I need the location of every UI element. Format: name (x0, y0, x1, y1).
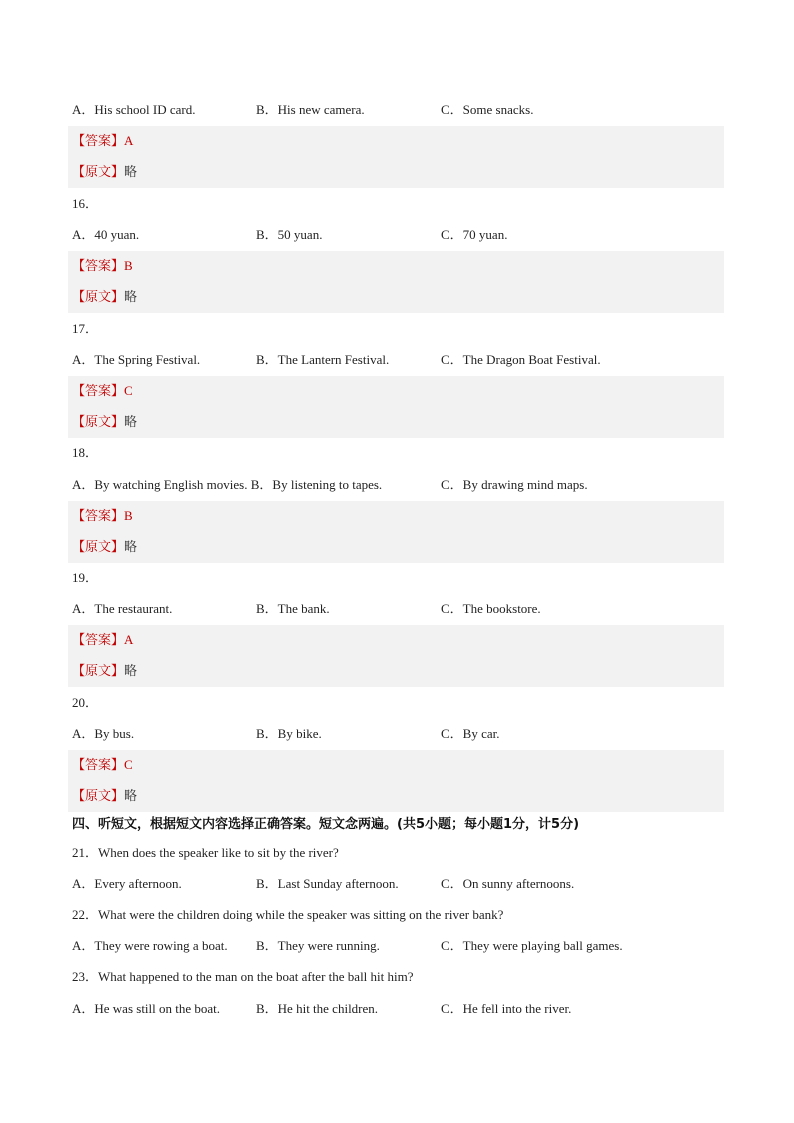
q17-transcript (72, 412, 137, 432)
answer-value: C (124, 757, 133, 772)
text-tag: 【原文】 (72, 789, 125, 804)
answer-value: C (124, 383, 133, 398)
q20-option-b: B．By bike. (256, 726, 322, 741)
q23-option-c: C．He fell into the river. (441, 1001, 572, 1016)
q23-option-b: B．He hit the children. (256, 1001, 379, 1016)
answer-tag: 【答案】 (72, 633, 125, 648)
q19-number: 19． (72, 570, 99, 585)
q16-options (72, 225, 724, 245)
q18-option-c: C．By drawing mind maps. (441, 477, 588, 492)
omitted-text: 略 (124, 540, 138, 555)
answer-value: B (124, 508, 133, 523)
q19-option-a: A．The restaurant. (72, 601, 173, 616)
answer-tag: 【答案】 (72, 758, 125, 773)
q16-transcript (72, 287, 137, 307)
q15-answer-box (68, 126, 724, 188)
q22-option-c: C．They were playing ball games. (441, 938, 623, 953)
q20-transcript (72, 786, 137, 806)
q21-option-b: B．Last Sunday afternoon. (256, 876, 399, 891)
q19-answer-box (68, 625, 724, 687)
q21-options (72, 874, 724, 894)
text-tag: 【原文】 (72, 415, 125, 430)
omitted-text: 略 (124, 789, 138, 804)
q17-option-a: A．The Spring Festival. (72, 352, 201, 367)
q20-option-c: C．By car. (441, 726, 500, 741)
q16-answer (72, 256, 133, 276)
q23-option-a: A．He was still on the boat. (72, 1001, 221, 1016)
q15-options (72, 100, 724, 120)
q17-answer-box (68, 376, 724, 438)
q15-transcript (72, 162, 137, 182)
text-tag: 【原文】 (72, 664, 125, 679)
q20-answer-box (68, 750, 724, 812)
q19-transcript (72, 661, 137, 681)
answer-tag: 【答案】 (72, 384, 125, 399)
q16-answer-box (68, 251, 724, 313)
answer-value: A (124, 133, 134, 148)
q17-option-b: B．The Lantern Festival. (256, 352, 390, 367)
q22-question: 22．What were the children doing while the speaker was sitting on the river bank? (72, 907, 504, 922)
text-tag: 【原文】 (72, 290, 125, 305)
q16-option-c: C．70 yuan. (441, 227, 508, 242)
q16-option-a: A．40 yuan. (72, 227, 140, 242)
q22-options (72, 936, 724, 956)
q16-number: 16． (72, 196, 99, 211)
q17-answer (72, 381, 133, 401)
answer-tag: 【答案】 (72, 509, 125, 524)
q20-number: 20． (72, 695, 99, 710)
q15-option-b: B．His new camera. (256, 102, 365, 117)
q17-option-c: C．The Dragon Boat Festival. (441, 352, 601, 367)
q16-option-b: B．50 yuan. (256, 227, 323, 242)
q18-answer (72, 506, 133, 526)
q15-answer (72, 131, 133, 151)
omitted-text: 略 (124, 664, 138, 679)
answer-tag: 【答案】 (72, 259, 125, 274)
q20-answer (72, 755, 133, 775)
answer-value: A (124, 632, 134, 647)
q19-option-b: B．The bank. (256, 601, 330, 616)
q17-options (72, 350, 724, 370)
q21-option-c: C．On sunny afternoons. (441, 876, 575, 891)
q20-option-a: A．By bus. (72, 726, 135, 741)
q18-transcript (72, 537, 137, 557)
text-tag: 【原文】 (72, 540, 125, 555)
q23-question: 23．What happened to the man on the boat after the ball hit him? (72, 969, 414, 984)
q21-option-a: A．Every afternoon. (72, 876, 182, 891)
q23-options (72, 999, 724, 1019)
q21-question: 21．When does the speaker like to sit by the river? (72, 845, 339, 860)
omitted-text: 略 (124, 165, 138, 180)
q18-answer-box (68, 501, 724, 563)
omitted-text: 略 (124, 415, 138, 430)
answer-tag: 【答案】 (72, 134, 125, 149)
q19-option-c: C．The bookstore. (441, 601, 541, 616)
q22-option-a: A．They were rowing a boat. (72, 938, 228, 953)
q17-number: 17． (72, 321, 99, 336)
omitted-text: 略 (124, 290, 138, 305)
text-tag: 【原文】 (72, 165, 125, 180)
q19-options (72, 599, 724, 619)
q18-number: 18． (72, 445, 99, 460)
q18-options (72, 475, 724, 495)
q22-option-b: B．They were running. (256, 938, 380, 953)
q18-option-a-b: A．By watching English movies. B．By listening to tapes. (72, 477, 383, 492)
answer-value: B (124, 258, 133, 273)
q15-option-c: C．Some snacks. (441, 102, 534, 117)
section-4-title: 四、听短文，根据短文内容选择正确答案。短文念两遍。(共5小题；每小题1分，计5分) (72, 817, 580, 832)
q19-answer (72, 630, 133, 650)
q20-options (72, 724, 724, 744)
q15-option-a: A．His school ID card. (72, 102, 196, 117)
